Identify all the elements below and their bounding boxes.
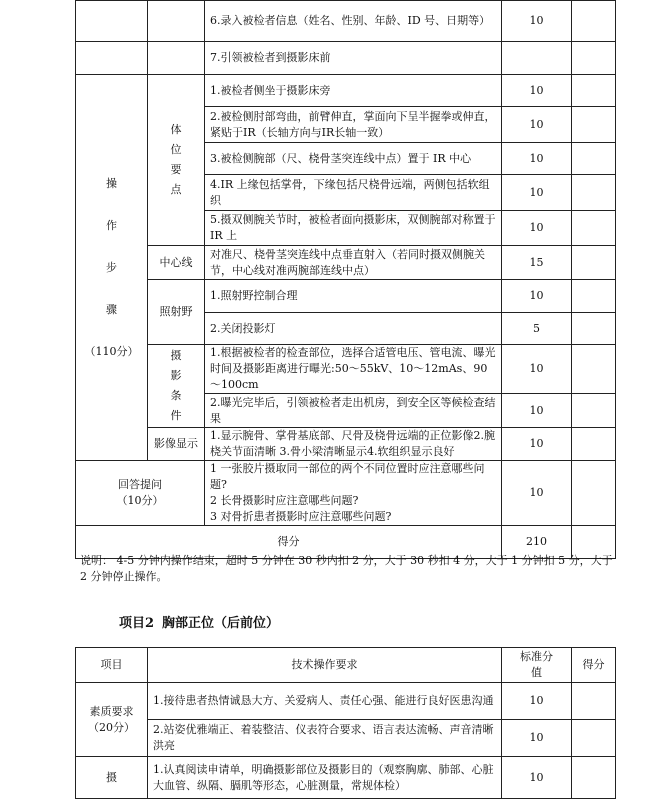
- step-score: 10: [502, 1, 572, 42]
- step-score: 10: [502, 394, 572, 428]
- section-points: （110分）: [84, 344, 139, 358]
- step-score: 10: [502, 175, 572, 211]
- score-cell: [572, 211, 616, 246]
- step-score: 10: [502, 280, 572, 313]
- score-cell: [572, 75, 616, 107]
- step-score: 10: [502, 428, 572, 461]
- step-text: 7.引领被检者到摄影床前: [205, 42, 502, 75]
- qa-label: 回答提问: [118, 478, 162, 491]
- requirement-text: 1.认真阅读申请单，明确摄影部位及摄影目的（观察胸廓、肺部、心脏大血管、纵隔、膈肌等形态，心脏测量，常规体检）: [148, 757, 502, 799]
- score-cell: [572, 1, 616, 42]
- requirement-score: 10: [502, 683, 572, 720]
- score-cell: [572, 683, 616, 720]
- score-cell: [572, 175, 616, 211]
- step-score: 10: [502, 143, 572, 175]
- sub-cell-blank-top: [148, 1, 205, 42]
- section-heading: [119, 612, 279, 631]
- score-cell: [572, 246, 616, 280]
- sub-cell-blank: [148, 42, 205, 75]
- header-score: 得分: [572, 648, 616, 683]
- step-text: 4.IR 上缘包括掌骨，下缘包括尺桡骨远端，两侧包括软组织: [205, 175, 502, 211]
- section-char: 作: [106, 218, 117, 232]
- step-text: 1.显示腕骨、掌骨基底部、尺骨及桡骨远端的正位影像2.腕桡关节面清晰 3.骨小梁清晰显示4.软组织显示良好: [205, 428, 502, 461]
- total-label: 得分: [76, 526, 502, 559]
- score-cell: [572, 107, 616, 143]
- qa-question: 1 一张胶片摄取同一部位的两个不同位置时应注意哪些问题?: [210, 462, 485, 491]
- step-score: 5: [502, 313, 572, 345]
- photo-label: 摄: [76, 757, 148, 799]
- sub-image-display: 影像显示: [148, 428, 205, 461]
- step-text: 6.录入被检者信息（姓名、性别、年龄、ID 号、日期等）: [205, 1, 502, 42]
- score-cell: [572, 720, 616, 757]
- project-number: 项目2: [119, 616, 155, 631]
- step-score: 10: [502, 211, 572, 246]
- qa-points: （10分）: [116, 494, 164, 507]
- sub-exposure-conditions: 摄 影 条 件: [148, 345, 205, 428]
- chest-pa-score-table: [75, 647, 616, 799]
- section-char: 步: [106, 260, 117, 274]
- header-standard-score: 标准分值: [502, 648, 572, 683]
- score-cell: [572, 42, 616, 75]
- timing-note: 说明： 4-5 分钟内操作结束，超时 5 分钟在 30 秒内扣 2 分，大于 30 秒扣 4 分，大于 1 分钟扣 5 分，大于 2 分钟停止操作。: [80, 554, 613, 583]
- score-cell: [572, 313, 616, 345]
- step-score: 10: [502, 345, 572, 394]
- section-operation-steps: [76, 75, 148, 461]
- section-cell-blank-top: [76, 1, 148, 42]
- qa-label-cell: [76, 461, 205, 526]
- operation-score-table: [75, 0, 616, 559]
- step-text: 1.照射野控制合理: [205, 280, 502, 313]
- step-text: 1.被检者侧坐于摄影床旁: [205, 75, 502, 107]
- step-score: 10: [502, 75, 572, 107]
- score-cell: [572, 143, 616, 175]
- score-cell: [572, 280, 616, 313]
- section-char: 操: [106, 176, 117, 190]
- qa-question: 2 长骨摄影时应注意哪些问题?: [210, 494, 359, 507]
- step-text: 2.被检侧肘部弯曲，前臂伸直，掌面向下呈半握拳或伸直，紧贴于IR（长轴方向与IR长轴一致）: [205, 107, 502, 143]
- qa-question: 3 对骨折患者摄影时应注意哪些问题?: [210, 510, 392, 523]
- section-cell-blank: [76, 42, 148, 75]
- score-cell: [572, 345, 616, 394]
- quality-requirement-label: 素质要求 （20分）: [76, 683, 148, 757]
- total-score: 210: [502, 526, 572, 559]
- sub-position-points: 体 位 要 点: [148, 75, 205, 246]
- score-cell: [572, 394, 616, 428]
- qa-score: 10: [502, 461, 572, 526]
- step-text: 5.摄双侧腕关节时，被检者面向摄影床，双侧腕部对称置于 IR 上: [205, 211, 502, 246]
- sub-field: 照射野: [148, 280, 205, 345]
- project-title: 胸部正位（后前位）: [162, 616, 280, 631]
- sub-central-line: 中心线: [148, 246, 205, 280]
- step-text: 对准尺、桡骨茎突连线中点垂直射入（若同时摄双侧腕关节，中心线对准两腕部连线中点）: [205, 246, 502, 280]
- requirement-text: 1.接待患者热情诚恳大方、关爱病人、责任心强、能进行良好医患沟通: [148, 683, 502, 720]
- score-cell: [572, 428, 616, 461]
- step-score: 15: [502, 246, 572, 280]
- requirement-score: 10: [502, 757, 572, 799]
- step-score: [502, 42, 572, 75]
- step-text: 2.关闭投影灯: [205, 313, 502, 345]
- requirement-text: 2.站姿优雅端正、着装整洁、仪表符合要求、语言表达流畅、声音清晰洪亮: [148, 720, 502, 757]
- step-text: 3.被检侧腕部（尺、桡骨茎突连线中点）置于 IR 中心: [205, 143, 502, 175]
- header-requirement: 技术操作要求: [148, 648, 502, 683]
- header-item: 项目: [76, 648, 148, 683]
- step-text: 1.根据被检者的检查部位，选择合适管电压、管电流、曝光时间及摄影距离进行曝光:50～55kV、10～12mAs、90～100cm: [205, 345, 502, 394]
- section-char: 骤: [106, 302, 117, 316]
- requirement-score: 10: [502, 720, 572, 757]
- step-score: 10: [502, 107, 572, 143]
- score-cell: [572, 757, 616, 799]
- score-cell: [572, 461, 616, 526]
- step-text: 2.曝光完毕后，引领被检者走出机房，到安全区等候检查结果: [205, 394, 502, 428]
- qa-questions: [205, 461, 502, 526]
